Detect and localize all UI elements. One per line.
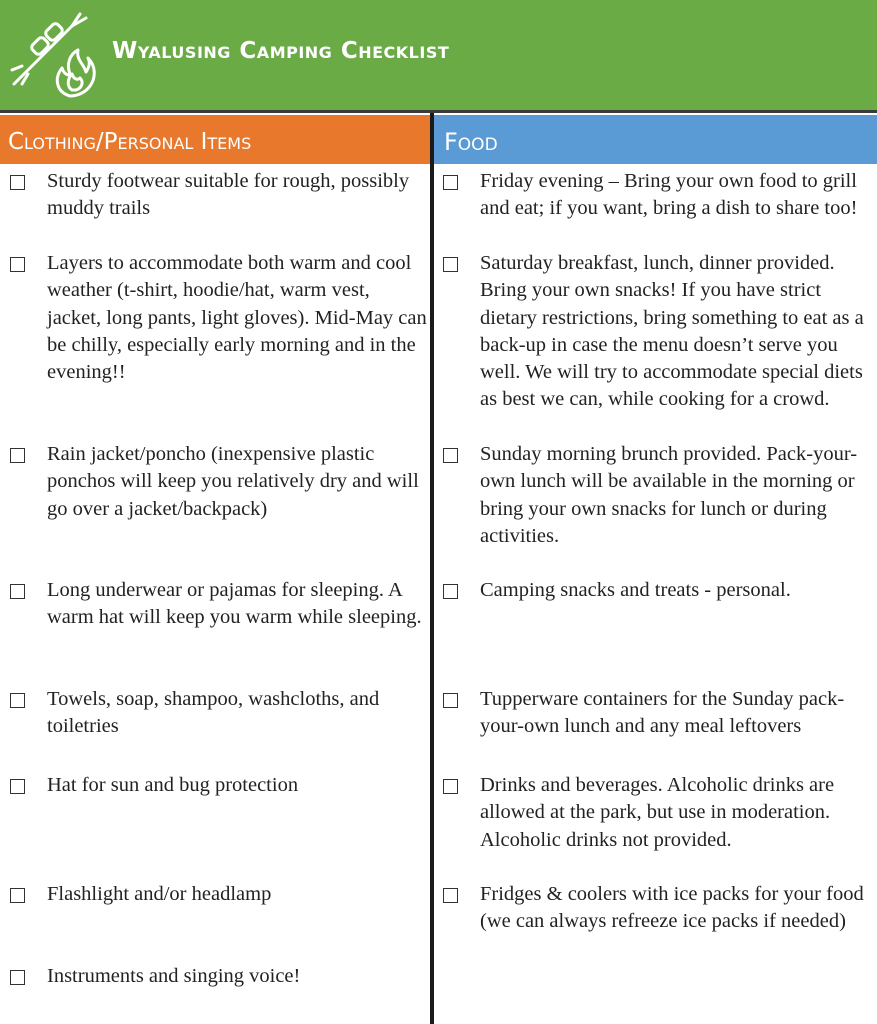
checklist-item-text: Hat for sun and bug protection — [47, 774, 299, 796]
checkbox[interactable] — [443, 779, 458, 794]
checkbox[interactable] — [10, 257, 25, 272]
checklist-item-text: Sunday morning brunch provided. Pack-your-own lunch will be available in the morning or bring your own snacks for lunch or during activities. — [480, 443, 858, 547]
checklist-item-text: Instruments and singing voice! — [47, 965, 301, 987]
checkbox[interactable] — [443, 693, 458, 708]
checklist-item-text: Flashlight and/or headlamp — [47, 883, 272, 905]
checklist-item-text: Rain jacket/poncho (inexpensive plastic ponchos will keep you relatively dry and will go over a jacket/backpack) — [47, 443, 419, 520]
checklist-item-text: Friday evening – Bring your own food to grill and eat; if you want, bring a dish to share too! — [480, 170, 858, 220]
column-divider — [430, 113, 434, 1024]
food-column-heading: Food — [434, 115, 877, 164]
campfire-skewer-icon — [6, 4, 102, 100]
checkbox[interactable] — [10, 448, 25, 463]
checklist-item-text: Camping snacks and treats - personal. — [480, 579, 791, 601]
checkbox[interactable] — [443, 584, 458, 599]
checkbox[interactable] — [10, 970, 25, 985]
checkbox[interactable] — [443, 888, 458, 903]
page-header — [0, 0, 877, 113]
checklist-item-text: Drinks and beverages. Alcoholic drinks are allowed at the park, but use in moderation. Alcoholic drinks not provided. — [480, 774, 835, 851]
checklist-item-text: Saturday breakfast, lunch, dinner provided. Bring your own snacks! If you have strict dietary restrictions, bring something to eat as a back-up in case the menu doesn’t serve you well. We will try to accommodate special diets as best we can, while cooking for a crowd. — [480, 252, 864, 411]
page-title: Wyalusing Camping Checklist — [112, 38, 450, 64]
checkbox[interactable] — [10, 584, 25, 599]
checklist-item-text: Layers to accommodate both warm and cool weather (t-shirt, hoodie/hat, warm vest, jacket, long pants, light gloves). Mid-May can be chilly, especially early morning and in the evening!! — [47, 252, 427, 384]
checkbox[interactable] — [10, 888, 25, 903]
clothing-column-heading: Clothing/Personal Items — [0, 115, 430, 164]
checkbox[interactable] — [443, 257, 458, 272]
checklist-item-text: Fridges & coolers with ice packs for your food (we can always refreeze ice packs if needed) — [480, 883, 864, 933]
checklist-item-text: Long underwear or pajamas for sleeping. A warm hat will keep you warm while sleeping. — [47, 579, 422, 629]
checklist-item-text: Towels, soap, shampoo, washcloths, and toiletries — [47, 688, 380, 738]
checkbox[interactable] — [10, 693, 25, 708]
checkbox[interactable] — [443, 175, 458, 190]
checkbox[interactable] — [10, 175, 25, 190]
checklist-item-text: Tupperware containers for the Sunday pack-your-own lunch and any meal leftovers — [480, 688, 845, 738]
checkbox[interactable] — [443, 448, 458, 463]
checklist-item-text: Sturdy footwear suitable for rough, possibly muddy trails — [47, 170, 410, 220]
checkbox[interactable] — [10, 779, 25, 794]
